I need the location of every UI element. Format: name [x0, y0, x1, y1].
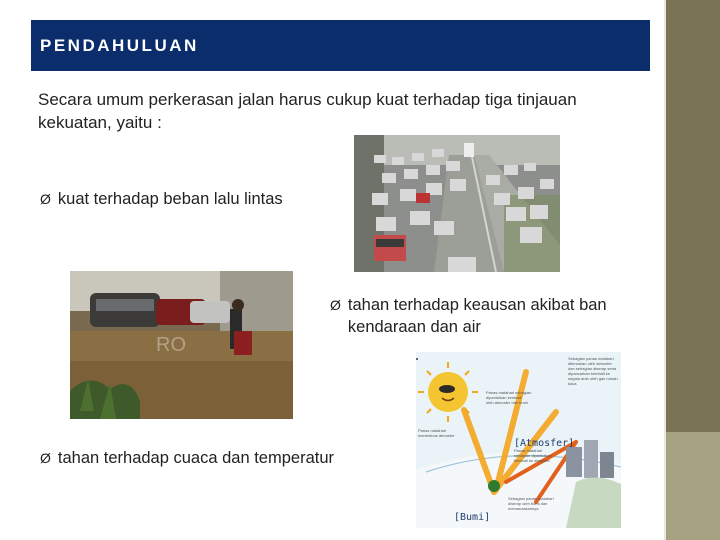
svg-text:kembali ke atmosfer: kembali ke atmosfer: [514, 458, 550, 463]
diagram-earth-label: [Bumi]: [454, 512, 491, 523]
svg-text:dipantulkan kembali: dipantulkan kembali: [486, 395, 522, 400]
svg-text:menembus atmosfer: menembus atmosfer: [418, 433, 455, 438]
svg-text:Panas matahari: Panas matahari: [514, 448, 543, 453]
side-decor-bar-light: [666, 432, 720, 540]
greenhouse-diagram: [416, 352, 621, 528]
flooded-street-photo: [70, 271, 293, 419]
diagram-atmosphere-label: [Atmosfer]: [514, 438, 575, 449]
arrow-bullet-icon: Ø: [330, 297, 341, 313]
bullet-item-weather: [40, 447, 334, 469]
svg-text:segala arah oleh gas rumah: segala arah oleh gas rumah: [568, 376, 618, 381]
page-title: PENDAHULUAN: [40, 35, 199, 55]
title-band: [31, 20, 650, 71]
svg-text:diteruskan oleh atmosfer: diteruskan oleh atmosfer: [568, 361, 612, 366]
bullet-item-wear: [330, 294, 660, 338]
svg-text:Panas matahari sebagian: Panas matahari sebagian: [486, 390, 532, 395]
bullet-text: tahan terhadap cuaca dan temperatur: [57, 449, 334, 467]
svg-text:memanaskannya: memanaskannya: [508, 506, 539, 511]
bullet-text: kuat terhadap beban lalu lintas: [57, 190, 283, 208]
svg-text:Sebagian panas matahari: Sebagian panas matahari: [508, 496, 554, 501]
side-decor-edge: [664, 0, 666, 540]
svg-text:sebagian dipantulkan: sebagian dipantulkan: [514, 453, 552, 458]
bullet-text: tahan terhadap keausan akibat ban kendaraan dan air: [347, 296, 607, 336]
arrow-bullet-icon: Ø: [40, 191, 51, 207]
svg-text:diserap oleh bumi dan: diserap oleh bumi dan: [508, 501, 548, 506]
bullet-item-load: [40, 188, 283, 210]
svg-text:dipancarkan kembali ke: dipancarkan kembali ke: [568, 371, 611, 376]
traffic-jam-photo: [354, 135, 560, 272]
svg-text:dan sebagian diserap serta: dan sebagian diserap serta: [568, 366, 617, 371]
svg-text:RO: RO: [156, 334, 186, 356]
intro-text: Secara umum perkerasan jalan harus cukup kuat terhadap tiga tinjauan kekuatan, yaitu :: [38, 90, 577, 132]
svg-text:kaca: kaca: [568, 381, 577, 386]
svg-text:Sebagian panas matahari: Sebagian panas matahari: [568, 356, 614, 361]
svg-text:oleh atmosfer dan bumi: oleh atmosfer dan bumi: [486, 400, 528, 405]
svg-text:Panas matahari: Panas matahari: [418, 428, 447, 433]
arrow-bullet-icon: Ø: [40, 450, 51, 466]
